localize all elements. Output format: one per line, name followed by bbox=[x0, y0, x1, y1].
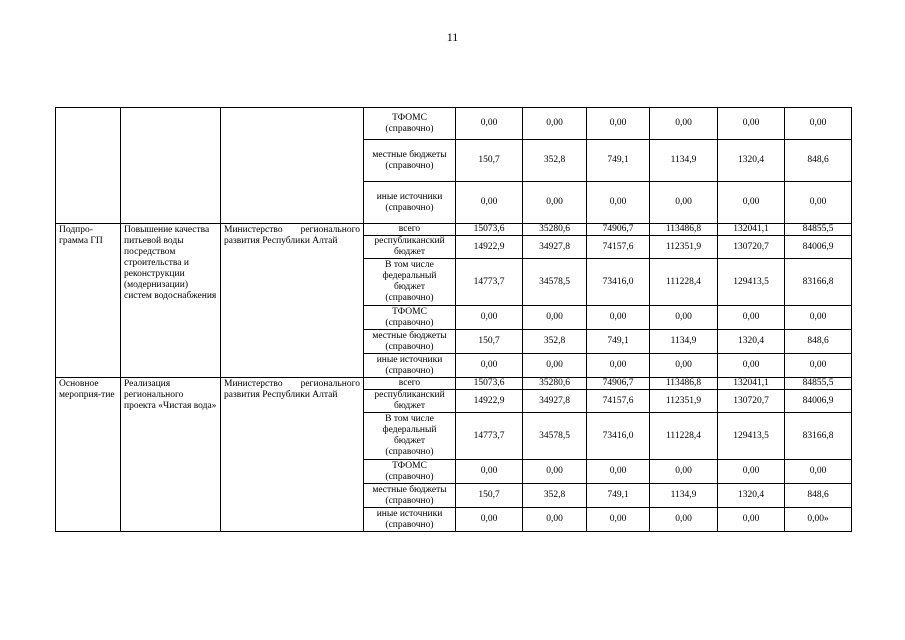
value-cell: 74906,7 bbox=[587, 224, 650, 236]
funding-source-line: иные источники bbox=[376, 354, 443, 365]
funding-source-line: бюджет bbox=[393, 401, 426, 411]
funding-source-line: ТФОМС bbox=[392, 460, 427, 471]
funding-source-cell bbox=[364, 390, 456, 413]
value-cell: 848,6 bbox=[785, 140, 852, 182]
value-cell: 74157,6 bbox=[587, 236, 650, 259]
value-cell: 0,00 bbox=[785, 354, 852, 378]
value-cell: 0,00 bbox=[587, 508, 650, 532]
funding-source-cell bbox=[364, 330, 456, 354]
value-cell: 1134,9 bbox=[650, 484, 718, 508]
value-cell: 0,00 bbox=[718, 460, 785, 484]
funding-source-cell bbox=[364, 182, 456, 224]
funding-source-cell bbox=[364, 354, 456, 378]
group-name-cell: Повышение качества питьевой воды посредством строительства и реконструкции (модернизации) систем водоснабжения bbox=[121, 224, 221, 378]
value-cell: 35280,6 bbox=[523, 224, 587, 236]
value-cell: 130720,7 bbox=[718, 390, 785, 413]
table-row bbox=[56, 378, 852, 390]
value-cell: 0,00 bbox=[785, 182, 852, 224]
value-cell: 0,00 bbox=[587, 108, 650, 140]
group-executor-cell bbox=[221, 108, 364, 224]
group-label-cell: Основное мероприя-тие bbox=[56, 378, 121, 532]
value-cell: 150,7 bbox=[456, 484, 523, 508]
page-number: 11 bbox=[446, 30, 459, 44]
value-cell: 1320,4 bbox=[718, 484, 785, 508]
value-cell: 150,7 bbox=[456, 140, 523, 182]
funding-source-cell bbox=[364, 236, 456, 259]
funding-source-line: (справочно) bbox=[385, 519, 434, 530]
funding-source-line: бюджет bbox=[393, 436, 426, 446]
group-label-cell: Подпро-грамма ГП bbox=[56, 224, 121, 378]
value-cell: 132041,1 bbox=[718, 378, 785, 390]
funding-source-line: всего bbox=[398, 224, 421, 234]
value-cell: 0,00 bbox=[718, 508, 785, 532]
value-cell: 14773,7 bbox=[456, 413, 523, 460]
funding-source-line: (справочно) bbox=[385, 202, 434, 213]
value-cell: 1134,9 bbox=[650, 330, 718, 354]
value-cell: 129413,5 bbox=[718, 259, 785, 306]
value-cell: 0,00 bbox=[456, 108, 523, 140]
value-cell: 1134,9 bbox=[650, 140, 718, 182]
value-cell: 0,00 bbox=[456, 460, 523, 484]
value-cell: 0,00 bbox=[650, 508, 718, 532]
table-row bbox=[56, 224, 852, 236]
funding-source-line: федеральный bbox=[382, 271, 437, 281]
value-cell: 0,00 bbox=[650, 182, 718, 224]
funding-source-line: местные бюджеты bbox=[372, 149, 447, 160]
value-cell: 113486,8 bbox=[650, 378, 718, 390]
value-cell: 0,00 bbox=[718, 108, 785, 140]
funding-source-line: всего bbox=[398, 378, 421, 388]
funding-source-line: (справочно) bbox=[385, 293, 434, 303]
funding-source-line: (справочно) bbox=[385, 471, 434, 482]
value-cell: 111228,4 bbox=[650, 413, 718, 460]
funding-source-line: (справочно) bbox=[385, 160, 434, 171]
value-cell: 0,00 bbox=[523, 108, 587, 140]
group-executor-cell: Министерство регионального развития Республики Алтай bbox=[221, 378, 364, 532]
value-cell: 0,00 bbox=[587, 182, 650, 224]
value-cell: 34578,5 bbox=[523, 413, 587, 460]
funding-source-line: (справочно) bbox=[385, 341, 434, 352]
funding-source-line: бюджет bbox=[393, 282, 426, 292]
value-cell: 0,00 bbox=[587, 306, 650, 330]
value-cell: 14922,9 bbox=[456, 390, 523, 413]
value-cell: 749,1 bbox=[587, 484, 650, 508]
value-cell: 113486,8 bbox=[650, 224, 718, 236]
value-cell: 0,00 bbox=[456, 508, 523, 532]
value-cell: 0,00 bbox=[650, 108, 718, 140]
value-cell: 0,00 bbox=[523, 182, 587, 224]
funding-source-cell bbox=[364, 306, 456, 330]
value-cell: 848,6 bbox=[785, 484, 852, 508]
funding-source-line: ТФОМС bbox=[392, 112, 427, 123]
value-cell: 84855,5 bbox=[785, 378, 852, 390]
value-cell: 129413,5 bbox=[718, 413, 785, 460]
funding-source-cell bbox=[364, 108, 456, 140]
value-cell: 0,00 bbox=[650, 354, 718, 378]
value-cell: 0,00» bbox=[785, 508, 852, 532]
funding-source-cell bbox=[364, 259, 456, 306]
table-row bbox=[56, 108, 852, 140]
funding-source-line: (справочно) bbox=[385, 495, 434, 506]
funding-source-line: федеральный bbox=[382, 425, 437, 435]
value-cell: 1320,4 bbox=[718, 140, 785, 182]
funding-source-line: В том числе bbox=[385, 260, 434, 270]
value-cell: 0,00 bbox=[785, 460, 852, 484]
value-cell: 73416,0 bbox=[587, 259, 650, 306]
value-cell: 1320,4 bbox=[718, 330, 785, 354]
value-cell: 34927,8 bbox=[523, 390, 587, 413]
group-name-cell bbox=[121, 108, 221, 224]
value-cell: 352,8 bbox=[523, 330, 587, 354]
group-label-cell bbox=[56, 108, 121, 224]
funding-source-line: местные бюджеты bbox=[372, 330, 447, 341]
value-cell: 352,8 bbox=[523, 140, 587, 182]
value-cell: 0,00 bbox=[718, 354, 785, 378]
value-cell: 74157,6 bbox=[587, 390, 650, 413]
value-cell: 749,1 bbox=[587, 330, 650, 354]
value-cell: 35280,6 bbox=[523, 378, 587, 390]
budget-table bbox=[55, 107, 852, 532]
value-cell: 150,7 bbox=[456, 330, 523, 354]
value-cell: 848,6 bbox=[785, 330, 852, 354]
value-cell: 0,00 bbox=[523, 306, 587, 330]
funding-source-line: (справочно) bbox=[385, 123, 434, 134]
funding-source-line: (справочно) bbox=[385, 317, 434, 328]
value-cell: 84006,9 bbox=[785, 390, 852, 413]
value-cell: 84006,9 bbox=[785, 236, 852, 259]
value-cell: 0,00 bbox=[456, 306, 523, 330]
value-cell: 111228,4 bbox=[650, 259, 718, 306]
value-cell: 352,8 bbox=[523, 484, 587, 508]
value-cell: 749,1 bbox=[587, 140, 650, 182]
funding-source-cell bbox=[364, 413, 456, 460]
value-cell: 34578,5 bbox=[523, 259, 587, 306]
value-cell: 112351,9 bbox=[650, 236, 718, 259]
value-cell: 0,00 bbox=[523, 354, 587, 378]
value-cell: 83166,8 bbox=[785, 259, 852, 306]
value-cell: 0,00 bbox=[456, 354, 523, 378]
value-cell: 0,00 bbox=[456, 182, 523, 224]
value-cell: 0,00 bbox=[718, 182, 785, 224]
funding-source-cell bbox=[364, 460, 456, 484]
value-cell: 0,00 bbox=[650, 460, 718, 484]
value-cell: 130720,7 bbox=[718, 236, 785, 259]
funding-source-line: бюджет bbox=[393, 247, 426, 257]
value-cell: 0,00 bbox=[523, 460, 587, 484]
value-cell: 14773,7 bbox=[456, 259, 523, 306]
value-cell: 112351,9 bbox=[650, 390, 718, 413]
funding-source-cell bbox=[364, 140, 456, 182]
group-name-cell: Реализация регионального проекта «Чистая вода» bbox=[121, 378, 221, 532]
value-cell: 74906,7 bbox=[587, 378, 650, 390]
funding-source-line: В том числе bbox=[385, 414, 434, 424]
funding-source-cell bbox=[364, 378, 456, 390]
funding-source-line: ТФОМС bbox=[392, 306, 427, 317]
value-cell: 15073,6 bbox=[456, 224, 523, 236]
value-cell: 0,00 bbox=[587, 460, 650, 484]
value-cell: 14922,9 bbox=[456, 236, 523, 259]
value-cell: 132041,1 bbox=[718, 224, 785, 236]
funding-source-line: местные бюджеты bbox=[372, 484, 447, 495]
value-cell: 84855,5 bbox=[785, 224, 852, 236]
value-cell: 0,00 bbox=[785, 306, 852, 330]
value-cell: 0,00 bbox=[650, 306, 718, 330]
value-cell: 34927,8 bbox=[523, 236, 587, 259]
funding-source-line: республиканский bbox=[374, 390, 445, 400]
funding-source-line: (справочно) bbox=[385, 447, 434, 457]
funding-source-cell bbox=[364, 224, 456, 236]
value-cell: 0,00 bbox=[523, 508, 587, 532]
value-cell: 0,00 bbox=[718, 306, 785, 330]
value-cell: 0,00 bbox=[785, 108, 852, 140]
funding-source-line: республиканский bbox=[374, 236, 445, 246]
value-cell: 73416,0 bbox=[587, 413, 650, 460]
funding-source-cell bbox=[364, 508, 456, 532]
value-cell: 0,00 bbox=[587, 354, 650, 378]
funding-source-cell bbox=[364, 484, 456, 508]
funding-source-line: иные источники bbox=[376, 508, 443, 519]
funding-source-line: иные источники bbox=[376, 191, 443, 202]
funding-source-line: (справочно) bbox=[385, 365, 434, 376]
group-executor-cell: Министерство регионального развития Республики Алтай bbox=[221, 224, 364, 378]
value-cell: 15073,6 bbox=[456, 378, 523, 390]
value-cell: 83166,8 bbox=[785, 413, 852, 460]
